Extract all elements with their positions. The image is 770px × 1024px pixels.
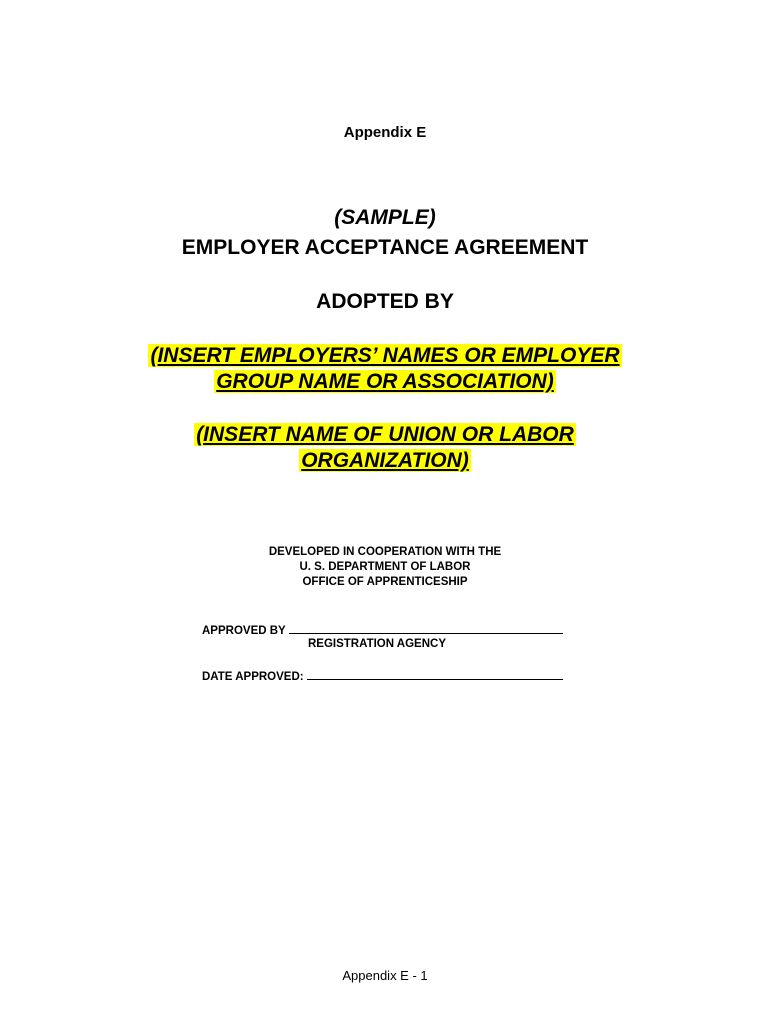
appendix-heading: Appendix E	[343, 124, 427, 141]
approved-by-field[interactable]	[289, 622, 563, 634]
developed-line-1: DEVELOPED IN COOPERATION WITH THE	[268, 546, 502, 558]
adopted-by-heading: ADOPTED BY	[316, 290, 454, 313]
page-footer: Appendix E - 1	[342, 968, 428, 983]
developed-line-3: OFFICE OF APPRENTICESHIP	[302, 576, 468, 588]
registration-agency-label: REGISTRATION AGENCY	[308, 638, 447, 650]
approved-by-label: APPROVED BY	[202, 625, 286, 637]
employers-placeholder-line-1: (INSERT EMPLOYERS’ NAMES OR EMPLOYER	[150, 344, 620, 367]
approved-by-row	[202, 622, 563, 637]
employers-placeholder	[0, 343, 770, 395]
developed-in-cooperation	[0, 545, 770, 590]
employers-placeholder-line-2: GROUP NAME OR ASSOCIATION)	[216, 370, 554, 393]
union-placeholder	[0, 422, 770, 474]
document-title: EMPLOYER ACCEPTANCE AGREEMENT	[181, 236, 589, 259]
union-placeholder-line-2: ORGANIZATION)	[301, 449, 469, 472]
sample-label: (SAMPLE)	[334, 206, 436, 229]
date-approved-label: DATE APPROVED:	[202, 671, 304, 683]
union-placeholder-line-1: (INSERT NAME OF UNION OR LABOR	[196, 423, 574, 446]
date-approved-field[interactable]	[307, 668, 563, 680]
date-approved-row	[202, 668, 563, 683]
developed-line-2: U. S. DEPARTMENT OF LABOR	[299, 561, 471, 573]
